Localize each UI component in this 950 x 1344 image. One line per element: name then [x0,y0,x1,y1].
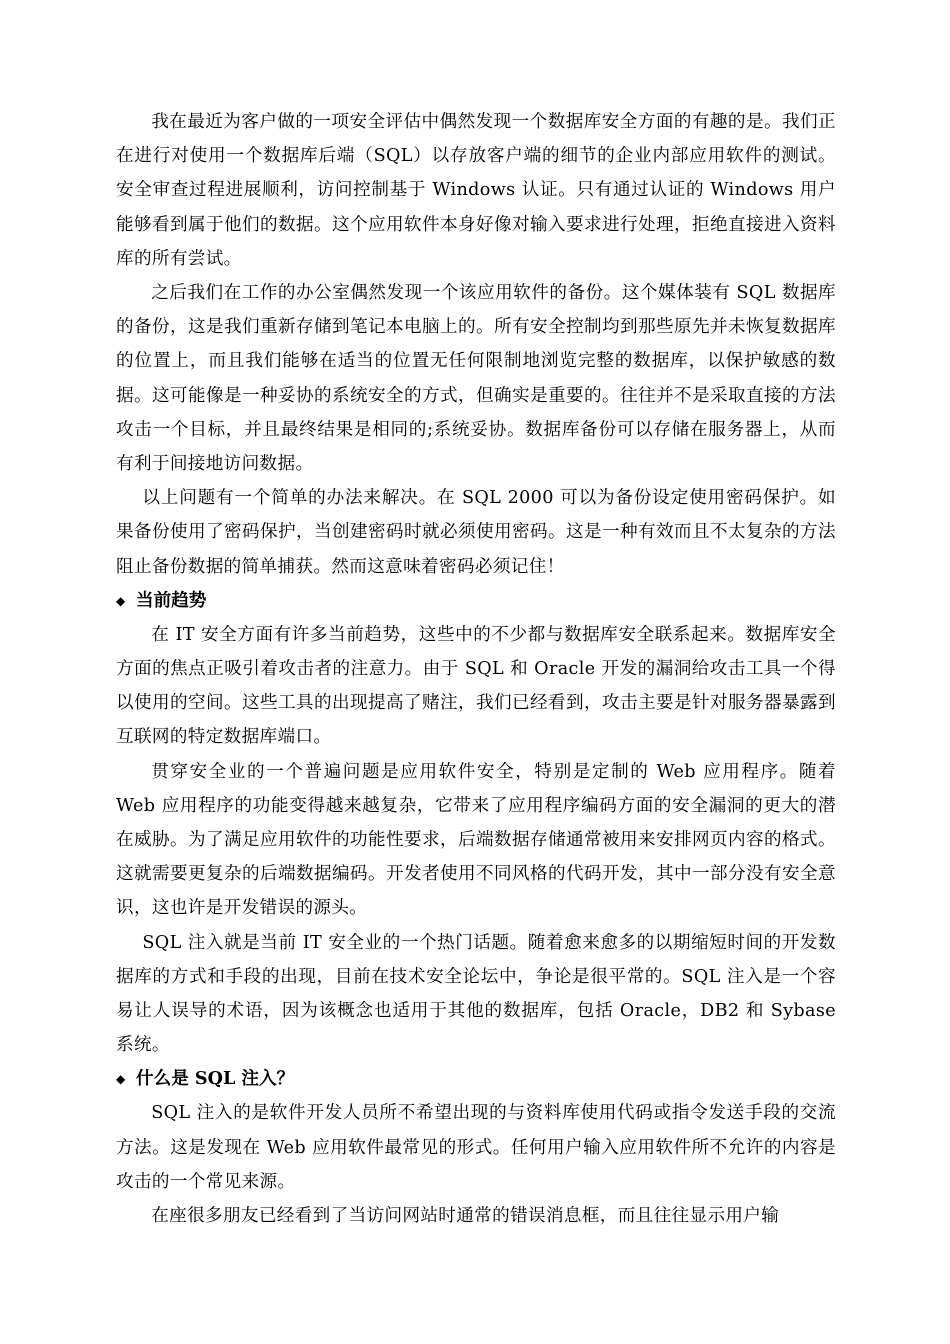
paragraph-sql-injection-definition: SQL 注入的是软件开发人员所不希望出现的与资料库使用代码或指令发送手段的交流方法。这是发现在 Web 应用软件最常见的形式。任何用户输入应用软件所不允许的内容是攻击的一个常见来源。 [116,1103,836,1192]
paragraph-sql-injection-topic: SQL 注入就是当前 IT 安全业的一个热门话题。随着愈来愈多的以期缩短时间的开发数据库的方式和手段的出现，目前在技术安全论坛中，争论是很平常的。SQL 注入是一个容易让人误导的术语，因为该概念也适用于其他的数据库，包括 Oracle，DB2 和 Sybase 系统。 [116,932,836,1056]
paragraph-web-app-security: 贯穿安全业的一个普遍问题是应用软件安全，特别是定制的 Web 应用程序。随着 Web 应用程序的功能变得越来越复杂，它带来了应用程序编码方面的安全漏洞的更大的潜在威胁。为了满足应用软件的功能性要求，后端数据存储通常被用来安排网页内容的格式。这就需要更复杂的后端数据编码。开发者使用不同风格的代码开发，其中一部分没有安全意识，这也许是开发错误的源头。 [116,761,836,919]
section-heading-label: 当前趋势 [136,589,207,611]
section-heading-current-trends [116,584,836,618]
diamond-bullet-icon: ◆ [116,1072,126,1087]
section-heading-what-is-sql-injection [116,1062,836,1096]
paragraph-password-solution: 以上问题有一个简单的办法来解决。在 SQL 2000 可以为备份设定使用密码保护。如果备份使用了密码保护，当创建密码时就必须使用密码。这是一种有效而且不太复杂的方法阻止备份数据的简单捕获。然而这意味着密码必须记住！ [116,488,836,577]
section-heading-label: 什么是 SQL 注入？ [136,1068,295,1090]
paragraph-backup-discovery: 我在最近为客户做的一项安全评估中偶然发现一个数据库安全方面的有趣的是。我们正在进行对使用一个数据库后端（SQL）以存放客户端的细节的企业内部应用软件的测试。安全审查过程进展顺利，访问控制基于 Windows 认证。只有通过认证的 Windows 用户能够看到属于他们的数据。这个应用软件本身好像对输入要求进行处理，拒绝直接进入资料库的所有尝试。 [116,112,836,269]
paragraph-error-messages: 在座很多朋友已经看到了当访问网站时通常的错误消息框，而且往往显示用户输 [151,1206,780,1227]
diamond-bullet-icon: ◆ [116,593,126,608]
paragraph-backup-risk: 之后我们在工作的办公室偶然发现一个该应用软件的备份。这个媒体装有 SQL 数据库的备份，这是我们重新存储到笔记本电脑上的。所有安全控制均到那些原先并未恢复数据库的位置上，而且我们能够在适当的位置无任何限制地浏览完整的数据库，以保护敏感的数据。这可能像是一种妥协的系统安全的方式，但确实是重要的。往往并不是采取直接的方法攻击一个目标，并且最终结果是相同的;系统妥协。数据库备份可以存储在服务器上，从而有利于间接地访问数据。 [116,283,836,475]
paragraph-it-trends: 在 IT 安全方面有许多当前趋势，这些中的不少都与数据库安全联系起来。数据库安全方面的焦点正吸引着攻击者的注意力。由于 SQL 和 Oracle 开发的漏洞给攻击工具一个得以使用的空间。这些工具的出现提高了赌注，我们已经看到，攻击主要是针对服务器暴露到互联网的特定数据库端口。 [116,624,836,748]
document-page [116,105,836,1233]
